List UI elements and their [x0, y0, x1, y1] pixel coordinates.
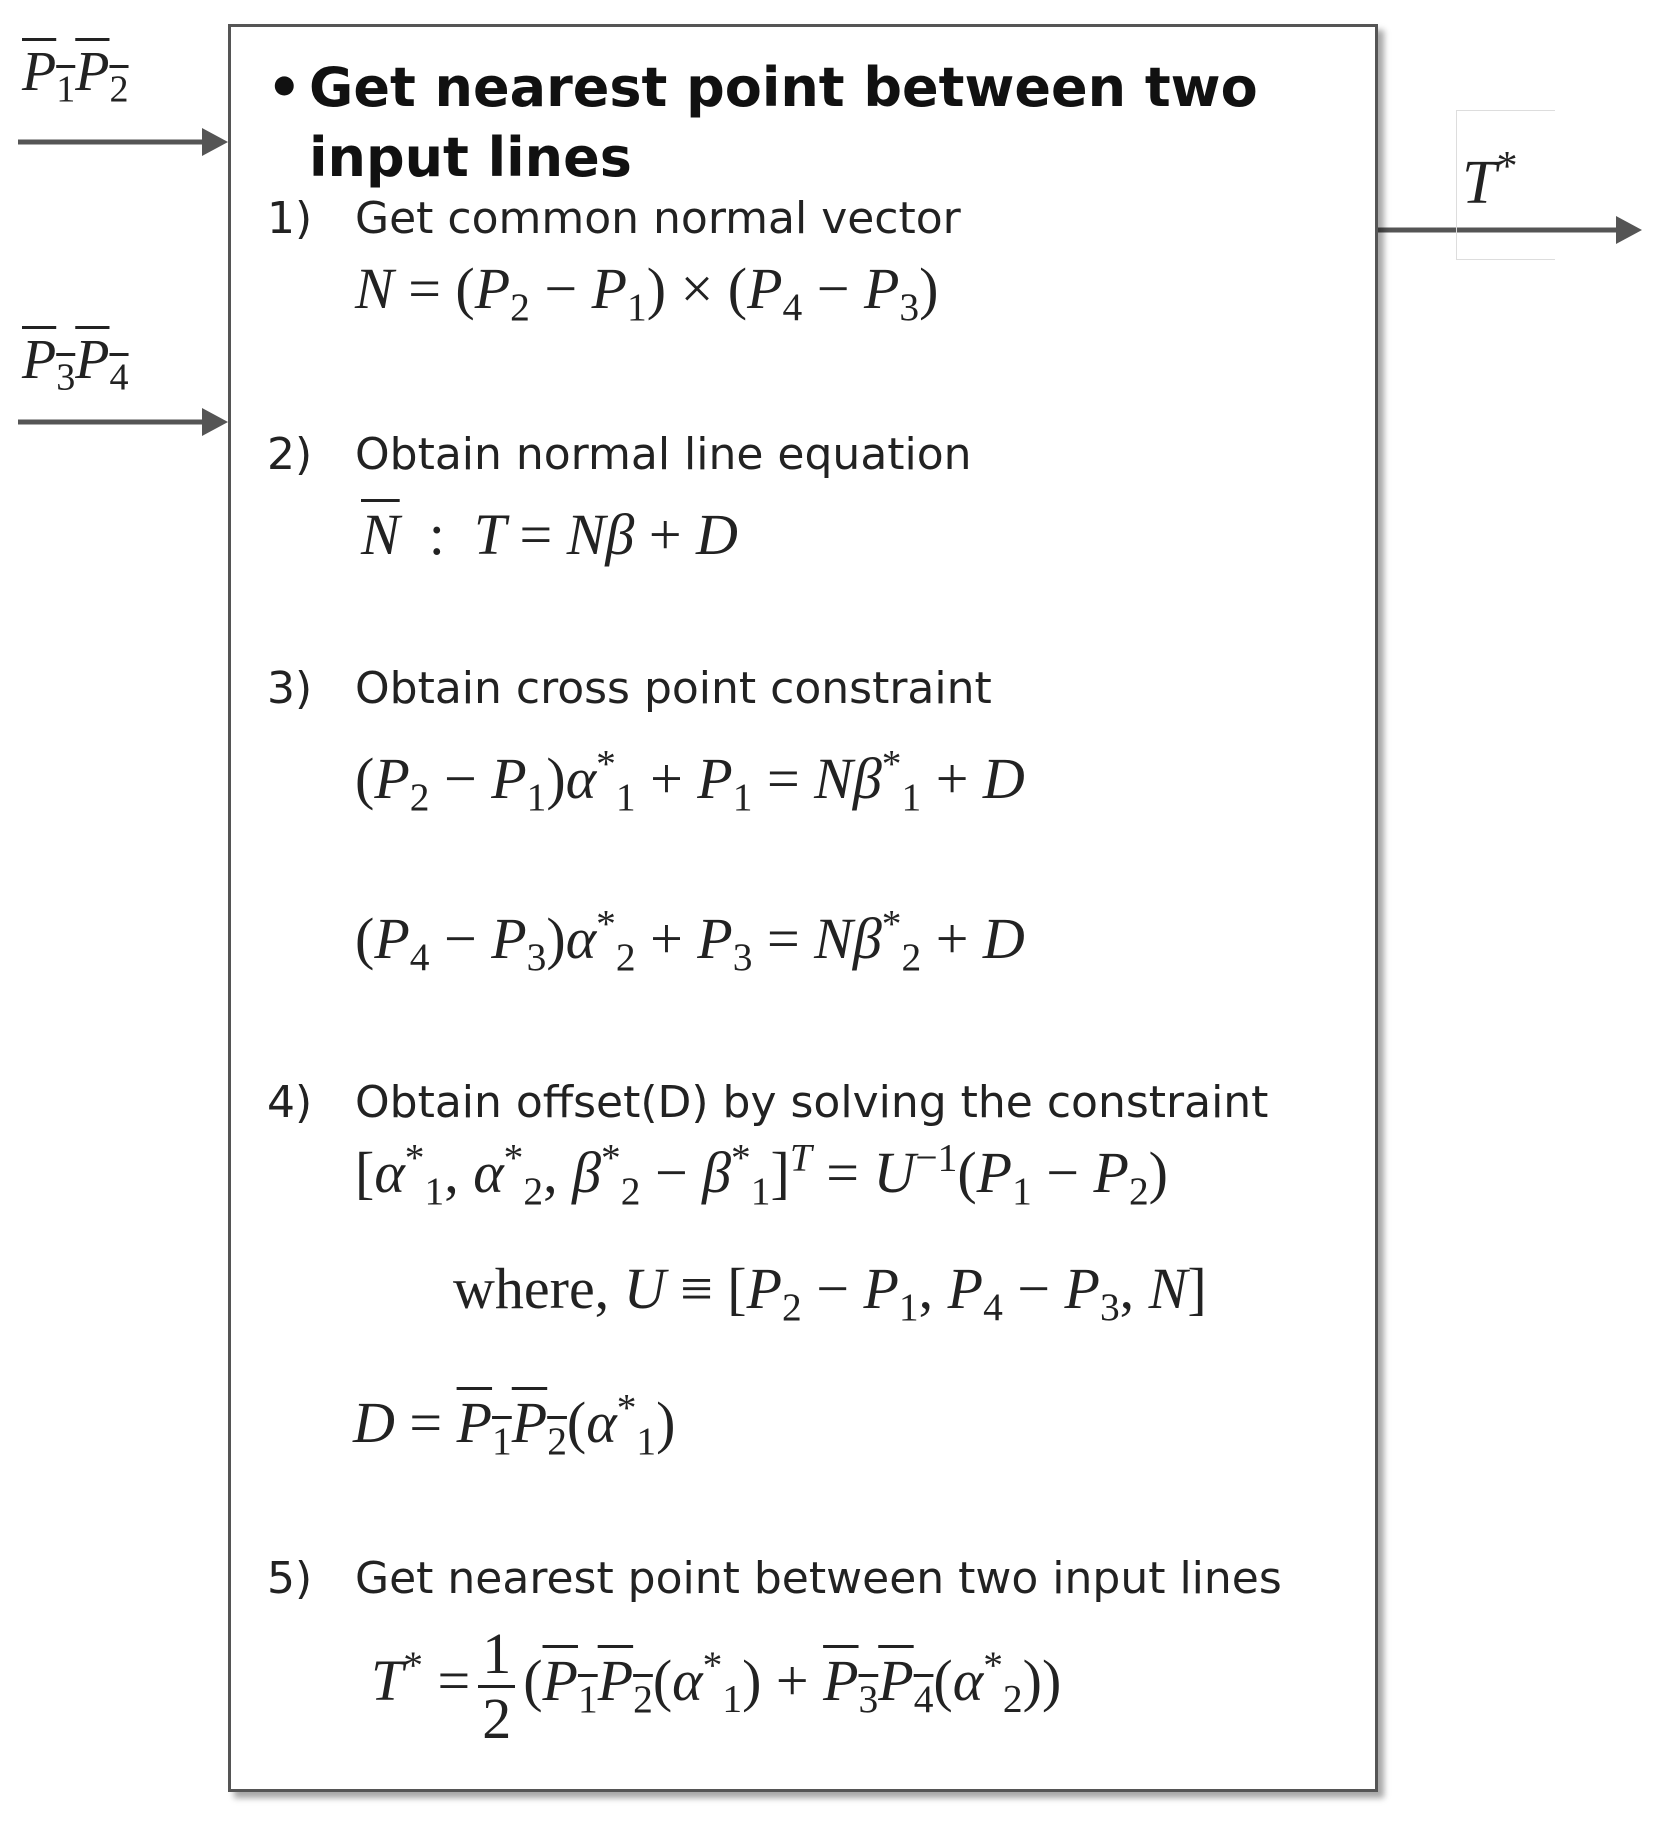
bullet-icon: • — [267, 56, 302, 119]
equation-constraint-2: $(P_4 - P_3)\alpha^*_2 + P_3 = N\beta^*_2 + D$ — [355, 901, 1025, 979]
equation-constraint-1: $(P_2 - P_1)\alpha^*_1 + P_1 = N\beta^*_1 + D$ — [355, 741, 1025, 819]
process-panel: • Get nearest point between two input lines 1) Get common normal vector $N = (P_2 - P_1) \times (P_4 - P_3)$ 2) Obtain normal line equation $\overline{N}$ : T = Nβ + D 3) Obtain cross point constraint $(P_2 - P_1)\alpha^*_1 + P_1 = N\beta^*_1 + D$ $(P_4 - P_3)\alpha^*_2 + P_3 = N\beta^*_2 + D$ 4) Obtain offset(D) by solving the constraint [$\alpha^*_1$, $\alpha^*_2$, $\beta^*_2 - \beta^*_1]^T = U^{-1}(P_1 - P_2)$ where, $U \equiv [P_2 - P_1$, $P_4 - P_3$, N] $D = P_1P_2(\alpha^*_1)$ 5) Get nearest point between two input lines T* = $\frac{1}{2}$ $(P_1P_2(\alpha^*_1) + P_3P_4(\alpha^*_2))$ — [228, 24, 1378, 1792]
input-label-p3p4: $P_3P_4$ — [22, 329, 129, 399]
equation-offset-d: $D = P_1P_2(\alpha^*_1)$ — [353, 1385, 676, 1463]
equation-normal-vector: $N = (P_2 - P_1) \times (P_4 - P_3)$ — [355, 256, 939, 329]
equation-normal-line: $\overline{N}$ : T = Nβ + D — [361, 502, 738, 567]
panel-title: • Get nearest point between two input lines — [267, 53, 1327, 193]
equation-where-u: where, $U \equiv [P_2 - P_1$, $P_4 - P_3$, N] — [453, 1256, 1207, 1329]
equation-solve: [$\alpha^*_1$, $\alpha^*_2$, $\beta^*_2 - \beta^*_1]^T = U^{-1}(P_1 - P_2)$ — [355, 1135, 1168, 1213]
equation-nearest-point: T* = $\frac{1}{2}$ $(P_1P_2(\alpha^*_1) + P_3P_4(\alpha^*_2))$ — [371, 1621, 1062, 1751]
output-label-tstar: T* — [1462, 142, 1518, 217]
input-label-p1p2: $P_1P_2$ — [22, 41, 129, 111]
